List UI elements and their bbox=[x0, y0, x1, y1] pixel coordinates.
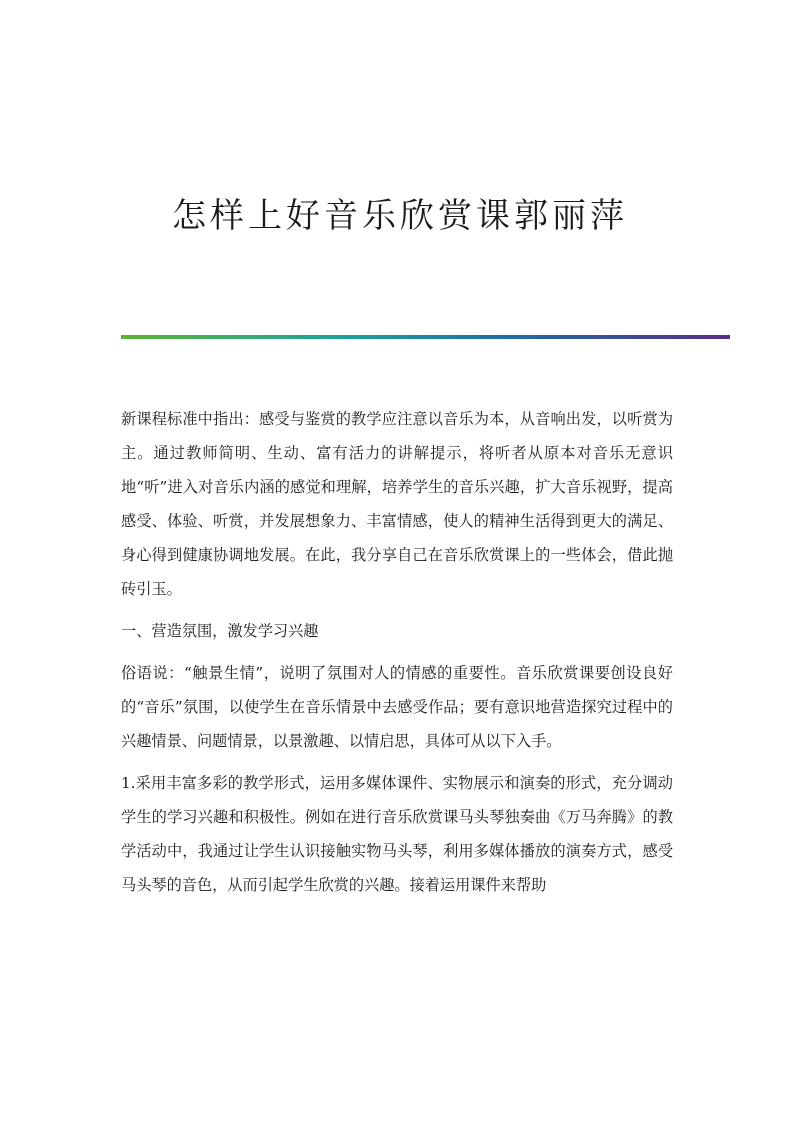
document-title: 怎样上好音乐欣赏课郭丽萍 bbox=[172, 196, 628, 236]
section-heading: 一、营造氛围，激发学习兴趣 bbox=[121, 622, 319, 640]
paragraph-atmosphere: 俗语说：“触景生情”，说明了氛围对人的情感的重要性。音乐欣赏课要创设良好的“音乐”氛围，以使学生在音乐情景中去感受作品；要有意识地营造探究过程中的兴趣情景、问题情景，以景激趣、以情启思，具体可从以下入手。 bbox=[121, 664, 673, 750]
title-divider bbox=[121, 335, 730, 339]
paragraph-intro: 新课程标准中指出：感受与鉴赏的教学应注意以音乐为本，从音响出发，以听赏为主。通过教师简明、生动、富有活力的讲解提示，将听者从原本对音乐无意识地“听”进入对音乐内涵的感觉和理解，培养学生的音乐兴趣，扩大音乐视野，提高感受、体验、听赏，并发展想象力、丰富情感，使人的精神生活得到更大的满足、身心得到健康协调地发展。在此，我分享自己在音乐欣赏课上的一些体会，借此抛砖引玉。 bbox=[121, 410, 673, 598]
document-body bbox=[121, 402, 673, 910]
paragraph-point-1: 1.采用丰富多彩的教学形式，运用多媒体课件、实物展示和演奏的形式，充分调动学生的学习兴趣和积极性。例如在进行音乐欣赏课马头琴独奏曲《万马奔腾》的教学活动中，我通过让学生认识接触实物马头琴，利用多媒体播放的演奏方式，感受马头琴的音色，从而引起学生欣赏的兴趣。接着运用课件来帮助 bbox=[121, 774, 673, 894]
